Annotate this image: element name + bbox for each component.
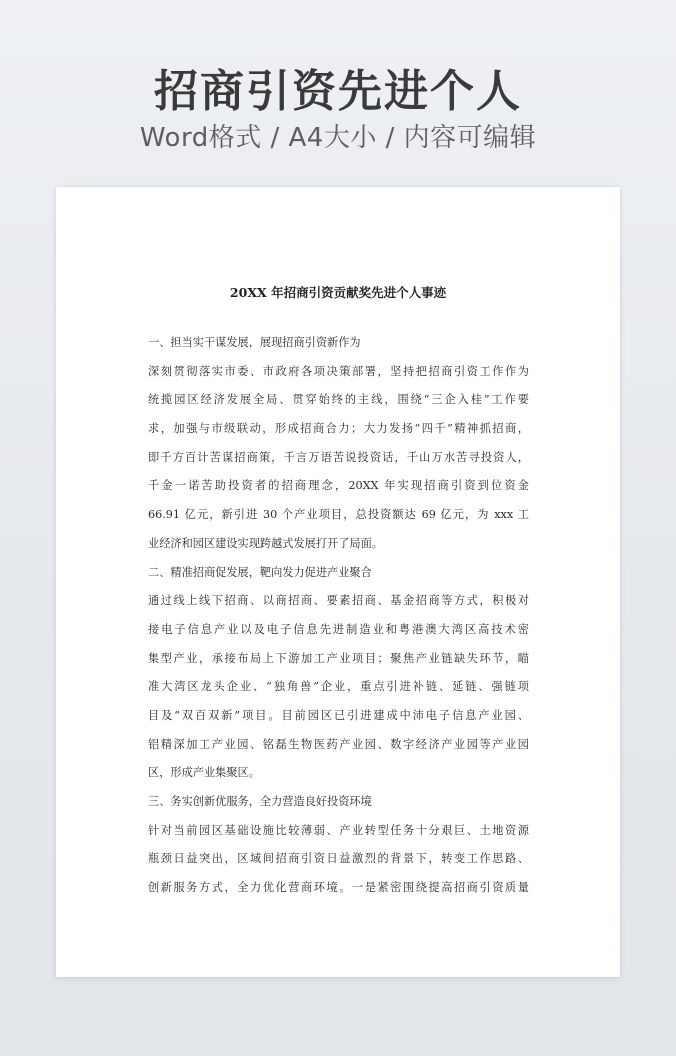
document-line: 通过线上线下招商、以商招商、要素招商、基金招商等方式，积极对 bbox=[148, 594, 529, 608]
document-line: 二、精准招商促发展，靶向发力促进产业聚合 bbox=[148, 565, 372, 579]
document-line: 瓶颈日益突出，区域间招商引资日益激烈的背景下，转变工作思路、 bbox=[148, 852, 529, 866]
document-line: 铝精深加工产业园、铭磊生物医药产业园、数字经济产业园等产业园 bbox=[148, 737, 529, 751]
document-line: 目及“双百双新”项目。目前园区已引进建成中沛电子信息产业园、 bbox=[148, 708, 529, 722]
document-line: 集型产业，承接布局上下游加工产业项目；聚焦产业链缺失环节，瞄 bbox=[148, 651, 529, 665]
document-body bbox=[148, 329, 529, 903]
document-line: 66.91 亿元，新引进 30 个产业项目，总投资额达 69 亿元，为 xxx 工 bbox=[148, 508, 529, 522]
document-title: 20XX 年招商引资贡献奖先进个人事迹 bbox=[229, 285, 447, 300]
document-line: 接电子信息产业以及电子信息先进制造业和粤港澳大湾区高技术密 bbox=[148, 622, 529, 636]
document-line: 统揽园区经济发展全局、贯穿始终的主线，围绕“三企入桂”工作要 bbox=[148, 393, 529, 407]
document-line: 三、务实创新优服务，全力营造良好投资环境 bbox=[148, 795, 372, 808]
page-title: 招商引资先进个人 bbox=[154, 66, 522, 117]
document-line: 区，形成产业集聚区。 bbox=[148, 766, 260, 780]
document-line: 一、担当实干谋发展，展现招商引资新作为 bbox=[148, 336, 361, 349]
document-line: 千金一诺苦助投资者的招商理念，20XX 年实现招商引资到位资金 bbox=[148, 479, 529, 493]
document-line: 针对当前园区基础设施比较薄弱、产业转型任务十分艰巨、土地资源 bbox=[148, 823, 529, 837]
document-page bbox=[56, 187, 620, 977]
document-line: 业经济和园区建设实现跨越式发展打开了局面。 bbox=[148, 536, 383, 550]
document-line: 求，加强与市级联动，形成招商合力；大力发扬“四千”精神抓招商， bbox=[148, 422, 529, 436]
page-subtitle: Word格式 / A4大小 / 内容可编辑 bbox=[139, 123, 537, 153]
document-line: 准大湾区龙头企业、“独角兽”企业，重点引进补链、延链、强链项 bbox=[148, 680, 529, 694]
document-line: 创新服务方式，全力优化营商环境。一是紧密围绕提高招商引资质量 bbox=[148, 881, 529, 895]
document-line: 即千方百计苦谋招商策，千言万语苦说投资话，千山万水苦寻投资人， bbox=[148, 450, 529, 464]
document-line: 深刻贯彻落实市委、市政府各项决策部署，坚持把招商引资工作作为 bbox=[148, 364, 529, 378]
